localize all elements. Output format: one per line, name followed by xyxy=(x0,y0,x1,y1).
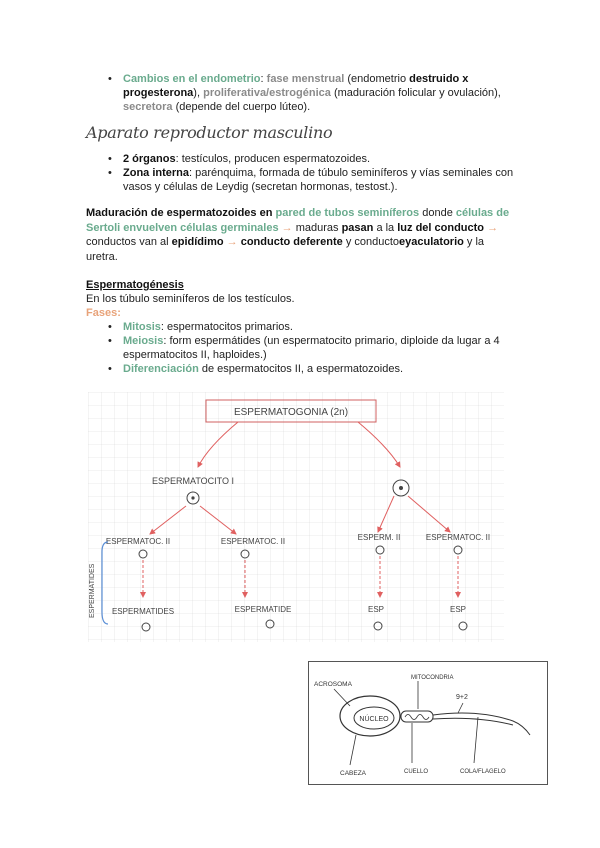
phase-menstrual: fase menstrual xyxy=(266,73,345,85)
spermatogenesis-intro: En los túbulo seminíferos de los testículos. xyxy=(86,293,295,305)
organs-bold: 2 órganos xyxy=(123,153,176,165)
level3-label: ESPERMATIDE xyxy=(234,605,292,614)
arrow-icon: → xyxy=(487,221,499,234)
phases-label: Fases: xyxy=(86,307,121,319)
phase-name: Mitosis xyxy=(123,321,161,333)
level2-label: ESPERMATOC. II xyxy=(105,537,171,546)
level2-label: ESPERMATOC. II xyxy=(425,533,491,542)
mat-t1: Maduración de espermatozoides en xyxy=(86,207,273,219)
phase-name: Diferenciación xyxy=(123,363,199,375)
spermatogenesis-diagram xyxy=(88,392,504,642)
mat-t4: células de Sertoli envuelven células germinales xyxy=(86,207,510,234)
phase1-post: ), xyxy=(193,87,201,99)
spermatogenesis-heading: Espermatogénesis xyxy=(86,279,184,291)
male-list xyxy=(105,152,525,194)
neck-label: CUELLO xyxy=(404,769,429,775)
phase3-desc: (depende del cuerpo lúteo). xyxy=(175,101,311,113)
phase-text: : form espermátides (un espermatocito primario, diploide da lugar a 4 espermatocitos II, haploides.) xyxy=(123,335,500,361)
mat-t11: conducto deferente xyxy=(240,236,343,248)
mat-t10: epidídimo xyxy=(171,236,224,248)
sep: : xyxy=(260,73,264,85)
phase1-bold: destruido x progesterona xyxy=(123,73,469,99)
mat-t13: eyaculatorio xyxy=(399,236,464,248)
nucleus-label: NÚCLEO xyxy=(359,716,389,723)
phase-proliferative: proliferativa/estrogénica xyxy=(203,87,331,99)
level3-label: ESP xyxy=(367,605,385,614)
axoneme-label: 9+2 xyxy=(456,694,468,701)
mat-t12: y conducto xyxy=(345,236,400,248)
phase2-desc: (maduración folicular y ovulación), xyxy=(333,87,501,99)
arrow-icon: → xyxy=(226,236,238,248)
side-label: ESPERMATIDES xyxy=(89,563,96,618)
cell-nucleus xyxy=(399,486,403,490)
phase-meiosis xyxy=(105,334,525,362)
phase-mitosis xyxy=(105,320,525,334)
mat-t2: pared de tubos seminíferos xyxy=(275,207,420,219)
tail-label: COLA/FLAGELO xyxy=(460,769,506,775)
mat-t7: a la xyxy=(376,221,395,234)
endometrium-label: Cambios en el endometrio xyxy=(123,73,261,85)
mat-t9: conductos van al xyxy=(86,236,169,248)
male-item-zone xyxy=(105,166,525,194)
mat-t3: donde xyxy=(422,207,453,219)
mat-t14: y la uretra. xyxy=(86,236,485,263)
spermatozoon-diagram xyxy=(308,661,548,785)
endometrium-item xyxy=(105,72,525,114)
phase1-desc: (endometrio xyxy=(347,73,407,85)
cell-nucleus xyxy=(191,496,194,499)
phase-name: Meiosis xyxy=(123,335,164,347)
mitochondria-label: MITOCONDRIA xyxy=(411,675,454,681)
endometrium-list xyxy=(105,72,525,114)
phase-text: : espermatocitos primarios. xyxy=(160,321,293,333)
organs-text: : testículos, producen espermatozoides. xyxy=(175,153,371,165)
phase-differentiation xyxy=(105,362,525,376)
section-title: Aparato reproductor masculino xyxy=(86,123,333,142)
phase-text: de espermatocitos II, a espermatozoides. xyxy=(198,363,404,375)
maturation-paragraph xyxy=(86,206,516,264)
level2-label: ESPERMATOC. II xyxy=(220,537,286,546)
phases-list xyxy=(105,320,525,376)
phase-secretory: secretora xyxy=(123,101,173,113)
zone-bold: Zona interna xyxy=(123,167,190,179)
zone-text: : parénquima, formada de túbulo seminíferos y vías seminales con vasos y células de Leydig (secretan hormonas, testost.). xyxy=(123,167,514,193)
head-label: CABEZA xyxy=(340,770,367,777)
level3-label: ESP xyxy=(449,605,467,614)
level3-label: ESPERMATIDES xyxy=(111,607,175,616)
male-item-organs xyxy=(105,152,525,166)
arrow-icon: → xyxy=(281,221,293,234)
level1-left-label: ESPERMATOCITO I xyxy=(151,476,235,486)
grid-background xyxy=(88,392,504,642)
root-label: ESPERMATOGONIA (2n) xyxy=(233,407,349,418)
mat-t6: pasan xyxy=(341,221,374,234)
mat-t8: luz del conducto xyxy=(397,221,485,234)
level2-label: ESPERM. II xyxy=(357,533,401,542)
acrosome-label: ACROSOMA xyxy=(314,681,352,688)
mat-t5: maduras xyxy=(295,221,339,234)
